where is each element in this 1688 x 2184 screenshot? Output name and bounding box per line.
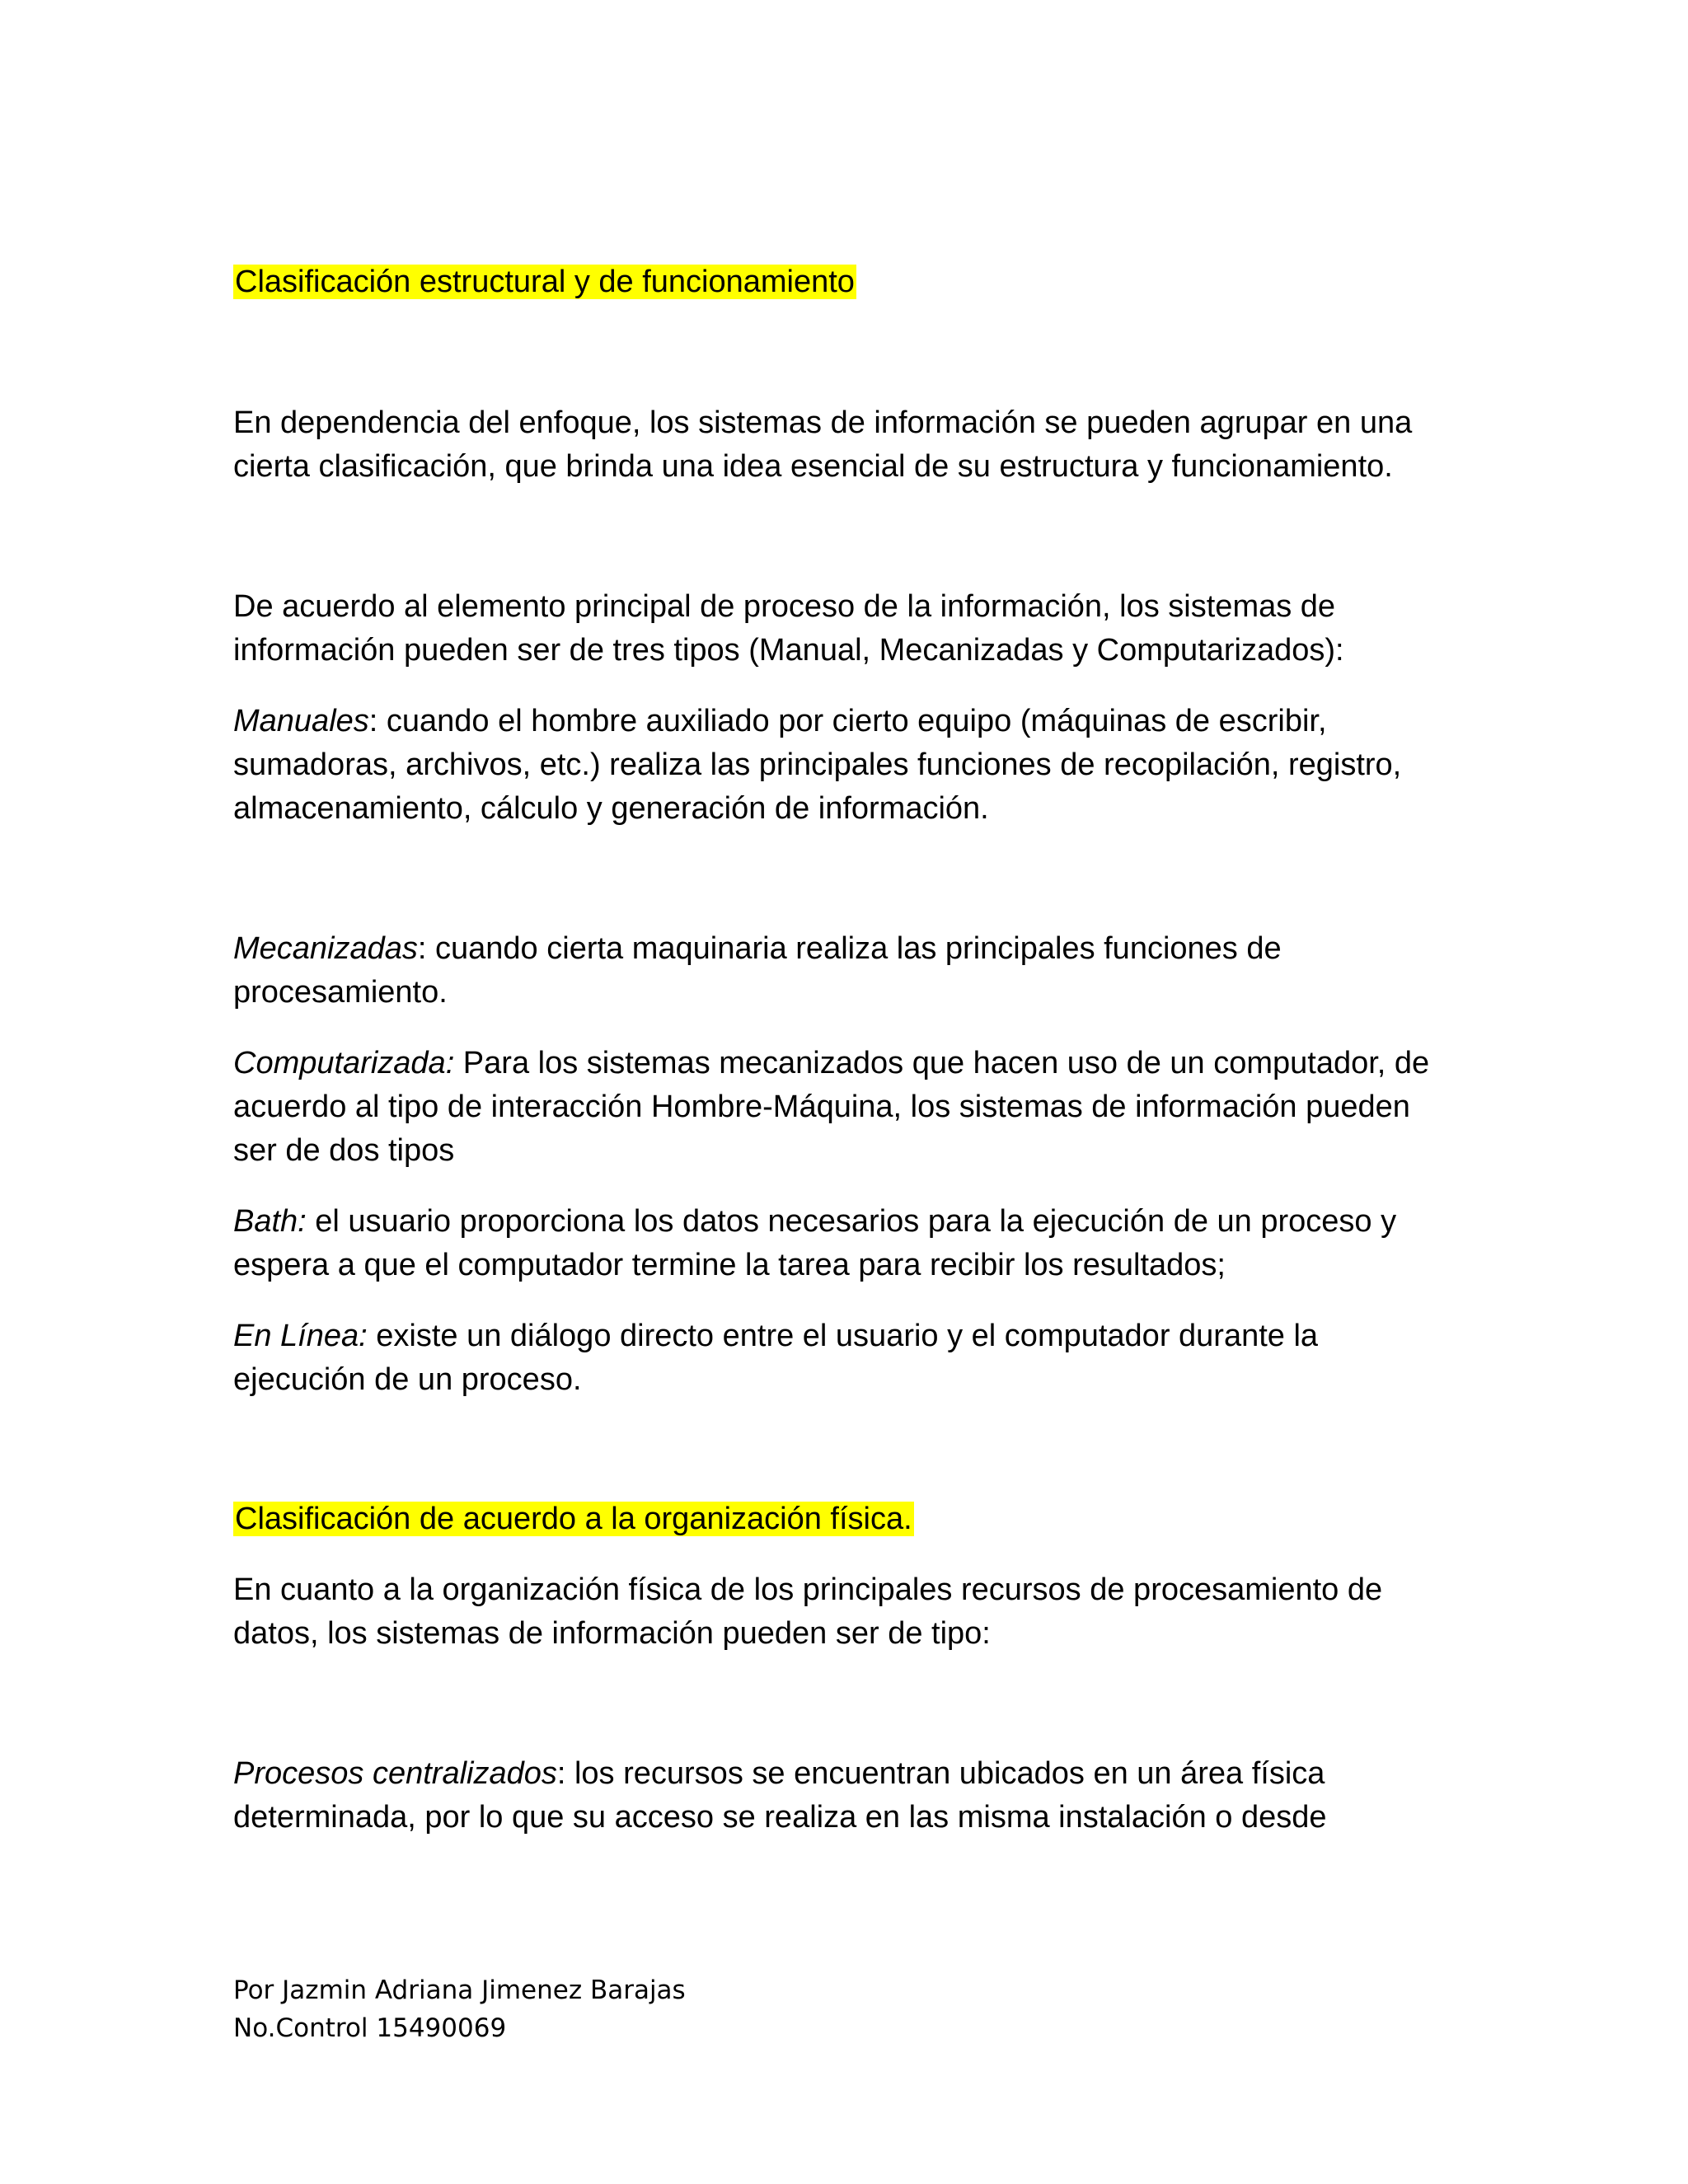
paragraph-centralizados xyxy=(233,1752,1437,1840)
paragraph-manuales xyxy=(233,700,1420,831)
page-footer xyxy=(233,1971,686,2047)
term-mecanizadas: Mecanizadas xyxy=(233,931,418,966)
term-computarizada: Computarizada: xyxy=(233,1046,455,1080)
paragraph-intro: En dependencia del enfoque, los sistemas de información se pueden agrupar en una cierta clasificación, que brinda una idea esencial de su estructura y funcionamiento. xyxy=(233,405,1413,484)
footer-author: Por Jazmin Adriana Jimenez Barajas xyxy=(233,1975,686,2005)
term-bath: Bath: xyxy=(233,1204,307,1239)
text-computarizada: Para los sistemas mecanizados que hacen uso de un computador, de acuerdo al tipo de interacción Hombre-Máquina, los sistemas de información pueden ser de dos tipos xyxy=(233,1046,1430,1168)
text-en-linea: existe un diálogo directo entre el usuario y el computador durante la ejecución de un proceso. xyxy=(233,1319,1319,1397)
term-centralizados: Procesos centralizados xyxy=(233,1756,557,1791)
text-mecanizadas: : cuando cierta maquinaria realiza las principales funciones de procesamiento. xyxy=(233,931,1282,1010)
text-centralizados: : los recursos se encuentran ubicados en un área física determinada, por lo que su acceso se realiza en las misma instalación o desde xyxy=(233,1756,1327,1835)
text-bath: el usuario proporciona los datos necesarios para la ejecución de un proceso y espera a que el computador termine la tarea para recibir los resultados; xyxy=(233,1204,1397,1282)
heading-highlight: Clasificación estructural y de funcionamiento xyxy=(235,265,855,299)
heading-highlight: Clasificación de acuerdo a la organización física. xyxy=(235,1502,912,1536)
footer-control-number: No.Control 15490069 xyxy=(233,2013,507,2043)
paragraph-computarizada xyxy=(233,1042,1453,1173)
paragraph-bath xyxy=(233,1200,1470,1287)
paragraph-mecanizadas xyxy=(233,927,1420,1015)
document-body xyxy=(233,260,1470,1840)
term-en-linea: En Línea: xyxy=(233,1319,368,1353)
term-manuales: Manuales xyxy=(233,704,369,738)
section-heading-structural xyxy=(233,260,1470,304)
paragraph-en-linea xyxy=(233,1315,1453,1402)
text-manuales: : cuando el hombre auxiliado por cierto equipo (máquinas de escribir, sumadoras, archivos, etc.) realiza las principales funciones de recopilación, registro, almacenamiento, cálculo y generación de información. xyxy=(233,704,1402,826)
paragraph-types: De acuerdo al elemento principal de proceso de la información, los sistemas de información pueden ser de tres tipos (Manual, Mecanizadas y Computarizados): xyxy=(233,589,1344,668)
section-heading-physical xyxy=(233,1497,1470,1541)
paragraph-physical-intro: En cuanto a la organización física de los principales recursos de procesamiento de datos, los sistemas de información pueden ser de tipo: xyxy=(233,1572,1383,1651)
